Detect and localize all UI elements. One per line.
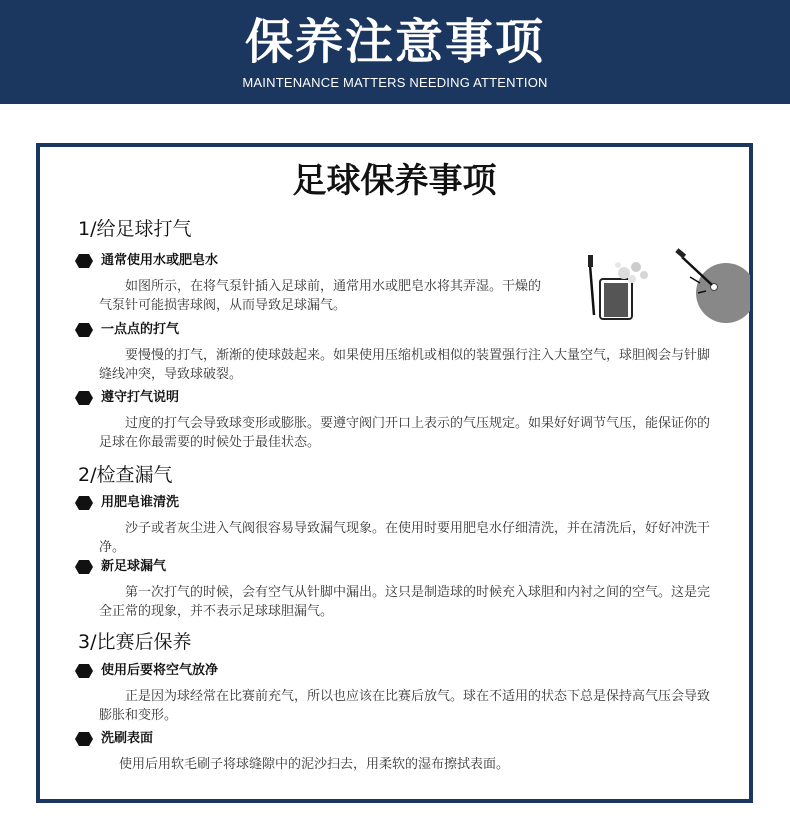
item-label: 通常使用水或肥皂水 bbox=[101, 253, 219, 268]
list-item bbox=[75, 557, 719, 621]
item-label: 用肥皂谁清洗 bbox=[101, 495, 180, 510]
item-text: 如图所示，在将气泵针插入足球前，通常用水或肥皂水将其弄湿。干燥的气泵针可能损害球阀，从而导致足球漏气。 bbox=[99, 279, 542, 313]
item-label: 洗刷表面 bbox=[101, 731, 154, 746]
maintenance-card bbox=[36, 143, 753, 803]
header-banner bbox=[0, 0, 790, 104]
section-heading-leak-check: 2/检查漏气 bbox=[78, 464, 173, 486]
needle-ball-illustration bbox=[674, 247, 750, 327]
hexagon-bullet-icon bbox=[75, 496, 93, 510]
item-text: 要慢慢的打气，渐渐的使球鼓起来。如果使用压缩机或相似的装置强行注入大量空气，球胆阀会与针脚缝线冲突，导致球破裂。 bbox=[99, 348, 711, 382]
list-item bbox=[75, 388, 719, 452]
item-text: 沙子或者灰尘进入气阀很容易导致漏气现象。在使用时要用肥皂水仔细清洗，并在清洗后，好好冲洗干净。 bbox=[99, 521, 711, 555]
item-label: 新足球漏气 bbox=[101, 559, 167, 574]
hexagon-bullet-icon bbox=[75, 254, 93, 268]
list-item bbox=[75, 661, 719, 725]
needle-water-illustration bbox=[580, 251, 660, 325]
page-subtitle: MAINTENANCE MATTERS NEEDING ATTENTION bbox=[242, 75, 548, 90]
hexagon-bullet-icon bbox=[75, 560, 93, 574]
page-title: 保养注意事项 bbox=[244, 14, 545, 70]
hexagon-bullet-icon bbox=[75, 664, 93, 678]
list-item bbox=[75, 493, 719, 557]
card-title: 足球保养事项 bbox=[292, 161, 497, 201]
item-label: 遵守打气说明 bbox=[101, 390, 180, 405]
section-heading-inflation: 1/给足球打气 bbox=[78, 218, 192, 240]
item-label: 一点点的打气 bbox=[101, 322, 180, 337]
item-text: 使用后用软毛刷子将球缝隙中的泥沙扫去，用柔软的湿布擦拭表面。 bbox=[119, 757, 510, 772]
hexagon-bullet-icon bbox=[75, 732, 93, 746]
hexagon-bullet-icon bbox=[75, 391, 93, 405]
item-text: 过度的打气会导致球变形或膨胀。要遵守阀门开口上表示的气压规定。如果好好调节气压，能保证你的足球在你最需要的时候处于最佳状态。 bbox=[99, 416, 711, 450]
item-text: 第一次打气的时候，会有空气从针脚中漏出。这只是制造球的时候充入球胆和内衬之间的空气。这是完全正常的现象，并不表示足球球胆漏气。 bbox=[99, 585, 711, 619]
section-heading-post-match: 3/比赛后保养 bbox=[78, 631, 192, 653]
item-text: 正是因为球经常在比赛前充气，所以也应该在比赛后放气。球在不适用的状态下总是保持高气压会导致膨胀和变形。 bbox=[99, 689, 711, 723]
hexagon-bullet-icon bbox=[75, 323, 93, 337]
item-label: 使用后要将空气放净 bbox=[101, 663, 219, 678]
list-item bbox=[75, 320, 719, 384]
list-item bbox=[75, 729, 719, 774]
